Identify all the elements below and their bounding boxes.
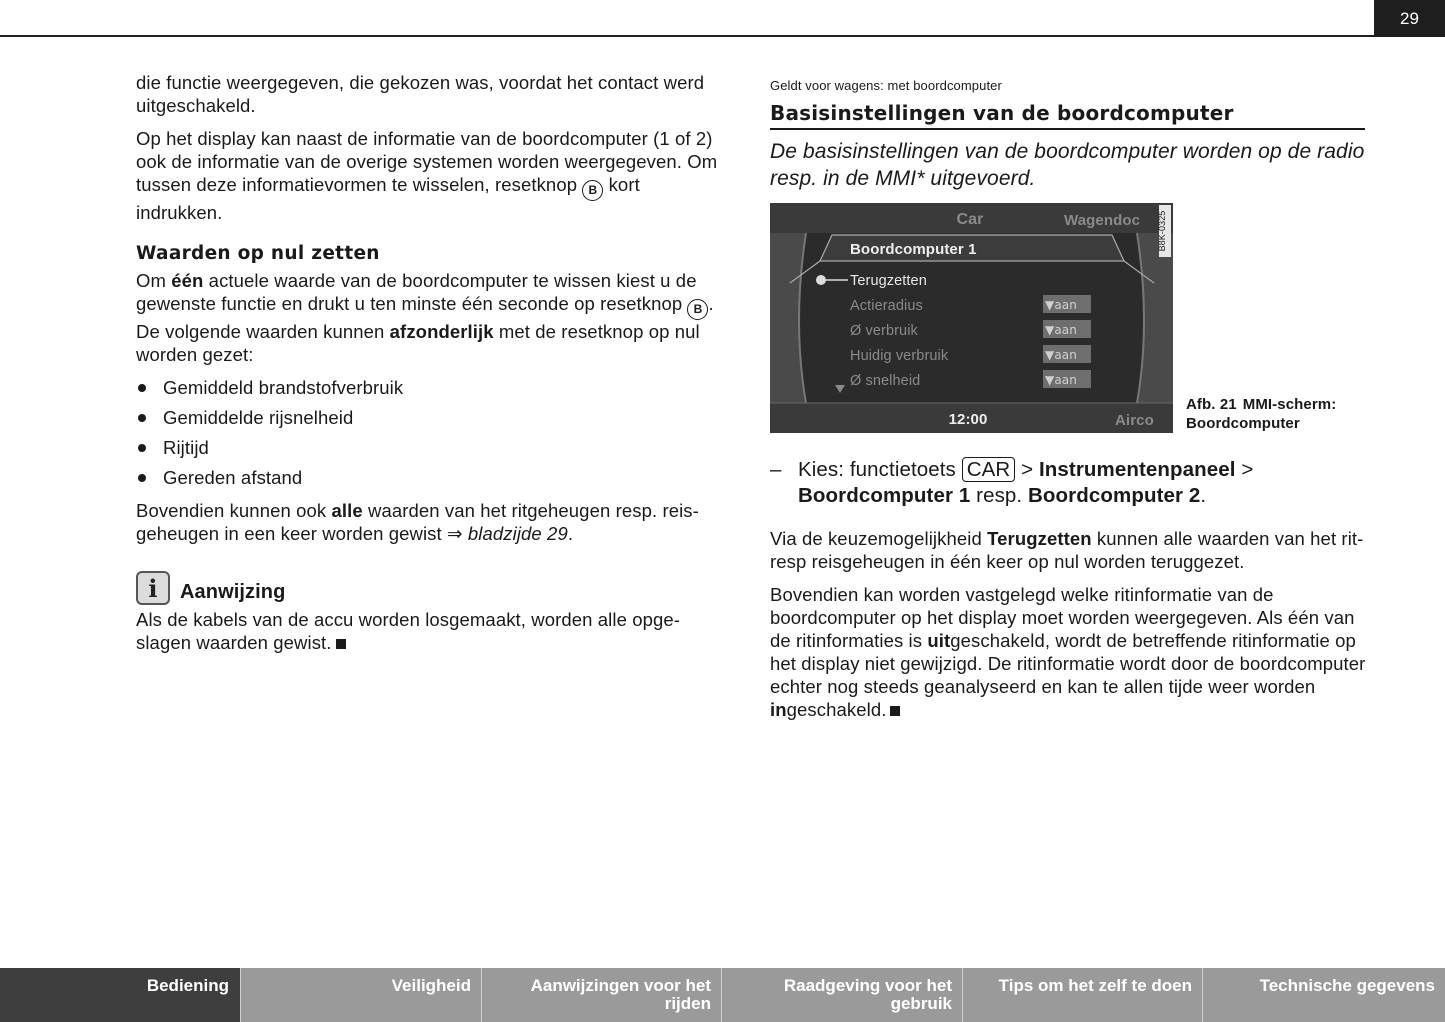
left-paragraph-3: Om één actuele waarde van de boordcomputer te wissen kiest u de gewenste functie en drukt u ten minste één seconde op resetknop B . De volgende waarden kunnen afzonderlijk met de resetknop op nul worden gezet: bbox=[136, 270, 714, 365]
note-text: Als de kabels van de accu worden losgemaakt, worden alle opgeslagen waarden gewist. bbox=[136, 609, 680, 653]
screen-tab-car: Car bbox=[956, 211, 984, 228]
applies-to: Geldt voor wagens: met boordcomputer bbox=[770, 78, 1002, 93]
screen-item-current-consumption: Huidig verbruik bbox=[850, 348, 949, 364]
footer-tab-operation[interactable]: Bediening bbox=[0, 968, 240, 1022]
list-item: Rijtijd bbox=[136, 436, 726, 459]
screen-toggle-range: ▼aan bbox=[1045, 298, 1077, 312]
figure-code: B8K-0325 bbox=[1157, 210, 1167, 252]
reset-key-icon: B bbox=[582, 180, 603, 201]
right-paragraph-1: Via de keuzemogelijkheid Terugzetten kunnen alle waarden van het rit- resp reisgeheugen in één keer op nul worden teruggezet. bbox=[770, 528, 1364, 572]
screen-airco: Airco bbox=[1115, 412, 1154, 429]
footer-nav bbox=[0, 968, 1445, 1022]
screen-menu-title: Boordcomputer 1 bbox=[850, 241, 977, 258]
footer-tab-usage-advice[interactable]: Raadgeving voor het gebruik bbox=[721, 968, 962, 1022]
left-column bbox=[136, 71, 726, 664]
note-header bbox=[136, 571, 726, 605]
end-mark-icon bbox=[336, 639, 346, 649]
left-paragraph-1: die functie weergegeven, die gekozen was, voordat het contact werd uitgeschakeld. bbox=[136, 72, 705, 116]
screen-toggle-avg-consumption: ▼aan bbox=[1045, 323, 1077, 337]
right-column bbox=[770, 74, 1370, 731]
mmi-screen bbox=[770, 203, 1173, 433]
arrow-icon: ⇒ bbox=[447, 523, 463, 544]
mmi-screen-graphic bbox=[770, 203, 1173, 433]
footer-tab-driving-tips[interactable]: Aanwijzingen voor het rijden bbox=[481, 968, 721, 1022]
screen-item-avg-consumption: Ø verbruik bbox=[850, 323, 918, 339]
subheading-reset: Waarden op nul zetten bbox=[136, 243, 380, 264]
reset-key-icon: B bbox=[687, 299, 708, 320]
instruction-step: – Kies: functietoets CAR > Instrumentenpaneel > Boordcomputer 1 resp. Boordcomputer 2. bbox=[770, 458, 1254, 507]
footer-tab-safety[interactable]: Veiligheid bbox=[240, 968, 481, 1022]
header-rule bbox=[0, 35, 1374, 37]
list-item: Gemiddeld brandstofverbruik bbox=[136, 376, 726, 399]
section-title: Basisinstellingen van de boordcomputer bbox=[770, 102, 1365, 130]
screen-tab-wagendoc: Wagendoc bbox=[1064, 212, 1141, 229]
screen-item-avg-speed: Ø snelheid bbox=[850, 373, 921, 389]
figure bbox=[770, 203, 1370, 433]
reset-values-list bbox=[136, 376, 726, 489]
footer-tab-diy-tips[interactable]: Tips om het zelf te doen bbox=[962, 968, 1202, 1022]
screen-item-range: Actieradius bbox=[850, 298, 923, 314]
footer-tab-technical-data[interactable]: Technische gegevens bbox=[1202, 968, 1445, 1022]
figure-caption: Afb. 21 MMI-scherm: Boordcomputer bbox=[1186, 396, 1337, 432]
lead-text: De basisinstellingen van de boordcomputer worden op de radio resp. in de MMI* uitgevoerd. bbox=[770, 140, 1365, 190]
note-title: Aanwijzing bbox=[180, 581, 286, 603]
info-icon: i bbox=[136, 571, 170, 605]
page-number: 29 bbox=[1374, 0, 1445, 37]
list-item: Gereden afstand bbox=[136, 466, 726, 489]
end-mark-icon bbox=[890, 706, 900, 716]
left-paragraph-4: Bovendien kunnen ook alle waarden van het ritgeheugen resp. reisgeheugen in een keer worden gewist ⇒ bladzijde 29. bbox=[136, 500, 699, 544]
left-paragraph-2: Op het display kan naast de informatie van de boordcomputer (1 of 2) ook de informatie van de overige systemen worden weergegeven. Om tussen deze informatievormen te wisselen, resetknop B kort indrukken. bbox=[136, 128, 718, 223]
screen-toggle-avg-speed: ▼aan bbox=[1045, 373, 1077, 387]
car-key: CAR bbox=[962, 457, 1016, 482]
right-paragraph-2: Bovendien kan worden vastgelegd welke ritinformatie van de boordcomputer op het display moet worden weergegeven. Als één van de ritinformaties is uitgeschakeld, wordt de betreffende ritinformatie op het display niet gewijzigd. De ritinformatie wordt door de boordcomputer echter nog steeds geanalyseerd en kan te allen tijde weer worden ingeschakeld. bbox=[770, 584, 1366, 720]
screen-item-reset: Terugzetten bbox=[850, 273, 927, 289]
page-reference-link[interactable]: bladzijde 29 bbox=[467, 523, 568, 544]
list-item: Gemiddelde rijsnelheid bbox=[136, 406, 726, 429]
screen-clock: 12:00 bbox=[948, 411, 988, 428]
screen-toggle-current-consumption: ▼aan bbox=[1045, 348, 1077, 362]
